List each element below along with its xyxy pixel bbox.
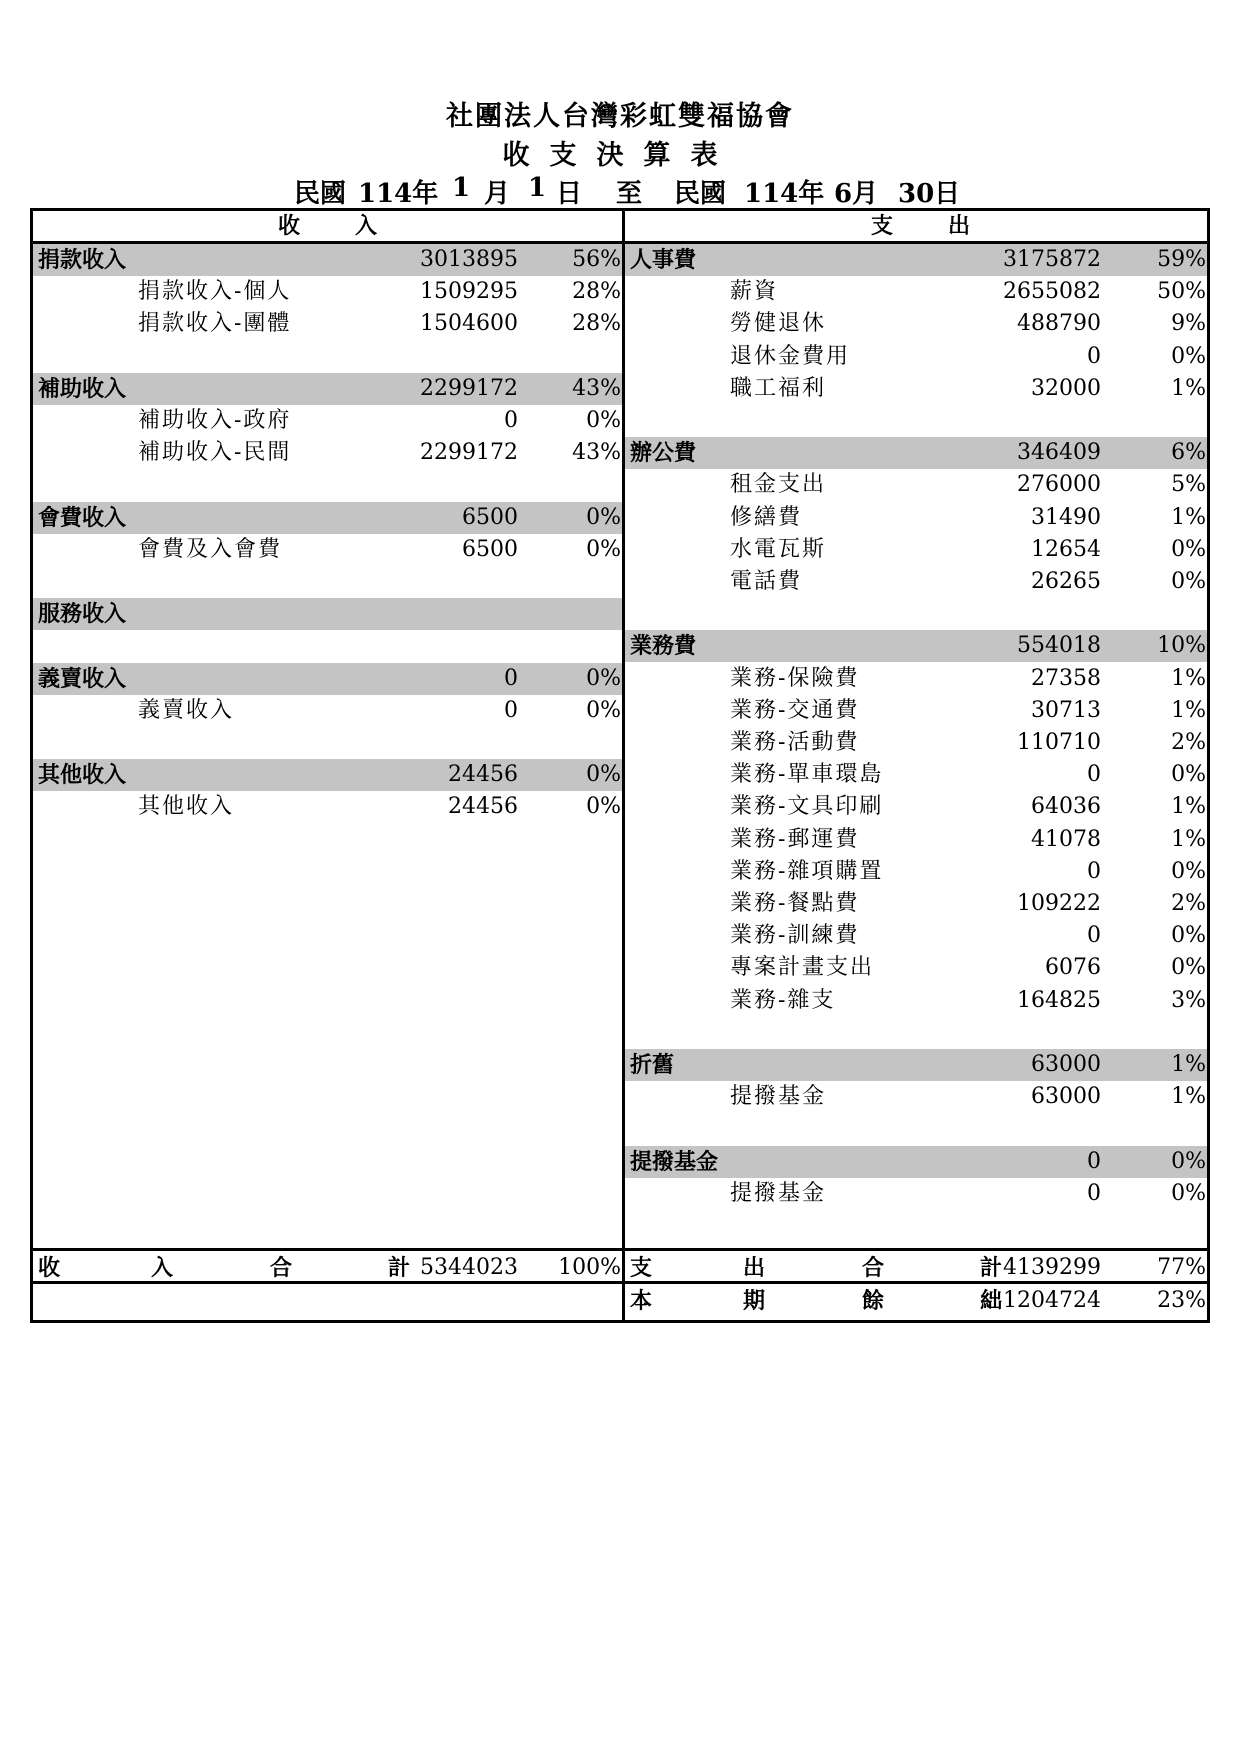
period-part: 6月 — [834, 179, 879, 209]
expense-item-name: 業務-文具印刷 — [730, 794, 884, 820]
expense-item-amount: 27358 — [1031, 665, 1101, 691]
income-item-name: 會費及入會費 — [138, 536, 283, 562]
expense-item-amount: 0 — [1087, 762, 1101, 788]
income-item-pct: 0% — [586, 697, 621, 723]
expense-item-name: 職工福利 — [730, 375, 827, 401]
expense-category-amount: 346409 — [1017, 440, 1101, 466]
income-total-label: 合 — [270, 1255, 293, 1281]
income-item-amount: 1509295 — [420, 279, 518, 305]
expense-category-name: 提撥基金 — [630, 1148, 719, 1175]
expense-item-amount: 32000 — [1031, 375, 1101, 401]
income-category-row — [33, 598, 622, 630]
expense-category-pct: 10% — [1157, 633, 1206, 659]
income-category-pct: 0% — [586, 665, 621, 691]
income-item-row — [33, 695, 622, 727]
expense-item-row — [625, 920, 1207, 952]
statement-table — [30, 208, 1210, 1323]
income-category-amount: 24456 — [448, 762, 518, 788]
expense-item-name: 業務-交通費 — [730, 697, 860, 723]
income-item-pct: 28% — [572, 279, 621, 305]
expense-category-row — [625, 630, 1207, 662]
expense-category-name: 業務費 — [630, 633, 697, 660]
income-item-row — [33, 791, 622, 823]
income-total-row — [33, 1252, 622, 1284]
expense-item-name: 退休金費用 — [730, 343, 851, 369]
expense-item-row — [625, 341, 1207, 373]
income-category-name: 補助收入 — [38, 375, 127, 402]
income-item-pct: 0% — [586, 536, 621, 562]
income-category-row — [33, 502, 622, 534]
income-category-amount: 6500 — [462, 504, 518, 530]
expense-item-name: 業務-單車環島 — [730, 762, 884, 788]
income-category-name: 捐款收入 — [38, 247, 127, 273]
income-item-name: 捐款收入-團體 — [138, 311, 292, 337]
expense-item-pct: 0% — [1171, 569, 1206, 594]
income-item-name: 義賣收入 — [138, 697, 235, 723]
income-item-name: 補助收入-政府 — [138, 408, 292, 433]
expense-item-pct: 1% — [1171, 665, 1206, 691]
expense-item-row — [625, 888, 1207, 920]
expense-item-pct: 1% — [1171, 794, 1206, 820]
income-category-row — [33, 373, 622, 405]
period-part: 1 — [528, 173, 547, 203]
expense-item-amount: 31490 — [1031, 504, 1101, 530]
expense-item-pct: 2% — [1171, 891, 1206, 916]
expense-total-label: 合 — [862, 1255, 885, 1281]
expense-item-name: 業務-活動費 — [730, 730, 860, 755]
income-item-pct: 0% — [586, 408, 621, 433]
expense-item-name: 提撥基金 — [730, 1084, 827, 1110]
expense-item-row — [625, 566, 1207, 598]
expense-item-amount: 2655082 — [1003, 279, 1101, 305]
expense-item-row — [625, 727, 1207, 759]
income-item-amount: 6500 — [462, 536, 518, 562]
expense-total-label: 支 — [630, 1255, 653, 1281]
income-item-pct: 28% — [572, 311, 621, 337]
surplus-label: 餘 — [862, 1288, 885, 1314]
income-category-row — [33, 663, 622, 695]
expense-item-name: 業務-郵運費 — [730, 826, 860, 852]
expense-category-pct: 0% — [1171, 1148, 1206, 1174]
period-part: 民國 — [294, 179, 347, 209]
income-item-amount: 1504600 — [420, 311, 518, 337]
expense-item-amount: 0 — [1087, 343, 1101, 369]
expense-item-amount: 164825 — [1017, 987, 1101, 1013]
income-category-pct: 0% — [586, 762, 621, 788]
period-part: 30日 — [898, 179, 961, 209]
income-item-row — [33, 437, 622, 469]
expense-item-pct: 5% — [1171, 472, 1206, 498]
income-item-row — [33, 405, 622, 437]
expense-item-name: 專案計畫支出 — [730, 955, 875, 981]
expense-total-label: 計 — [980, 1255, 1003, 1281]
income-category-pct: 0% — [586, 504, 621, 530]
expense-category-name: 辦公費 — [630, 440, 697, 467]
expense-category-row — [625, 437, 1207, 469]
surplus-row — [625, 1285, 1207, 1317]
expense-item-amount: 12654 — [1031, 536, 1101, 562]
income-category-name: 會費收入 — [38, 504, 127, 531]
expense-category-pct: 59% — [1157, 247, 1206, 272]
period-part: 民國 — [674, 179, 727, 209]
expense-item-pct: 0% — [1171, 955, 1206, 981]
income-item-name: 捐款收入-個人 — [138, 279, 292, 305]
surplus-label: 期 — [743, 1288, 766, 1314]
expense-item-name: 水電瓦斯 — [730, 536, 827, 562]
expense-item-amount: 30713 — [1031, 697, 1101, 723]
income-heading-2: 入 — [355, 213, 378, 239]
expense-item-row — [625, 663, 1207, 695]
income-item-name: 補助收入-民間 — [138, 440, 292, 466]
period-part: 1 — [452, 173, 471, 203]
expense-item-row — [625, 469, 1207, 501]
income-category-amount: 3013895 — [420, 247, 518, 272]
expense-item-name: 業務-雜項購置 — [730, 858, 884, 884]
expense-item-amount: 488790 — [1017, 311, 1101, 337]
expense-item-pct: 0% — [1171, 923, 1206, 949]
income-item-amount: 24456 — [448, 794, 518, 820]
expense-item-name: 提撥基金 — [730, 1180, 827, 1206]
income-item-amount: 0 — [504, 697, 518, 723]
expense-total-label: 出 — [743, 1255, 766, 1281]
income-category-pct: 56% — [572, 247, 621, 272]
expense-item-row — [625, 534, 1207, 566]
expense-item-name: 修繕費 — [730, 504, 803, 530]
expense-item-row — [625, 791, 1207, 823]
expense-item-amount: 26265 — [1031, 569, 1101, 594]
income-heading-1: 收 — [278, 213, 301, 239]
income-item-pct: 43% — [572, 440, 621, 466]
expense-item-row — [625, 1178, 1207, 1210]
expense-item-pct: 1% — [1171, 375, 1206, 401]
expense-item-name: 電話費 — [730, 569, 803, 594]
expense-item-row — [625, 502, 1207, 534]
income-item-pct: 0% — [586, 794, 621, 820]
report-title: 收支決算表 — [502, 140, 738, 171]
income-total-label: 計 — [388, 1255, 411, 1281]
expense-item-row — [625, 759, 1207, 791]
income-category-row — [33, 244, 622, 276]
expense-item-name: 業務-餐點費 — [730, 891, 860, 916]
income-total-label: 入 — [151, 1255, 174, 1281]
expense-item-row — [625, 373, 1207, 405]
expense-item-row — [625, 308, 1207, 340]
expense-item-pct: 0% — [1171, 1180, 1206, 1206]
expense-item-name: 業務-雜支 — [730, 987, 836, 1013]
expense-item-pct: 1% — [1171, 697, 1206, 723]
expense-total-amount: 4139299 — [1003, 1255, 1101, 1280]
expense-item-name: 薪資 — [730, 279, 779, 305]
org-title: 社團法人台灣彩虹雙福協會 — [446, 101, 794, 132]
expense-item-pct: 1% — [1171, 826, 1206, 852]
income-category-pct: 43% — [572, 375, 621, 401]
expense-item-row — [625, 856, 1207, 888]
income-category-row — [33, 759, 622, 791]
expense-category-amount: 3175872 — [1003, 247, 1101, 272]
expense-item-amount: 110710 — [1017, 730, 1101, 755]
report-period — [294, 173, 994, 209]
expense-item-row — [625, 985, 1207, 1017]
expense-category-amount: 0 — [1087, 1148, 1101, 1174]
period-part: 至 — [616, 179, 643, 209]
expense-item-name: 業務-訓練費 — [730, 923, 860, 949]
expense-item-amount: 0 — [1087, 923, 1101, 949]
expense-item-amount: 41078 — [1031, 826, 1101, 852]
total-divider-top — [33, 1248, 1207, 1251]
expense-item-amount: 276000 — [1017, 472, 1101, 498]
expense-heading-2: 出 — [948, 213, 971, 239]
expense-item-pct: 9% — [1171, 311, 1206, 337]
income-item-row — [33, 534, 622, 566]
expense-item-amount: 63000 — [1031, 1084, 1101, 1110]
expense-item-amount: 109222 — [1017, 891, 1101, 916]
expense-item-pct: 50% — [1157, 279, 1206, 305]
expense-heading-1: 支 — [871, 213, 894, 239]
surplus-amount: 1204724 — [1003, 1288, 1101, 1313]
income-item-row — [33, 276, 622, 308]
expense-item-pct: 2% — [1171, 730, 1206, 755]
expense-item-row — [625, 952, 1207, 984]
expense-item-amount: 0 — [1087, 1180, 1101, 1206]
income-total-amount: 5344023 — [420, 1255, 518, 1280]
expense-item-row — [625, 695, 1207, 727]
income-total-label: 收 — [38, 1255, 61, 1281]
expense-item-pct: 0% — [1171, 536, 1206, 562]
expense-category-row — [625, 244, 1207, 276]
period-part: 114年 — [744, 179, 825, 209]
income-item-row — [33, 308, 622, 340]
expense-total-row — [625, 1252, 1207, 1284]
expense-category-amount: 63000 — [1031, 1052, 1101, 1077]
expense-item-row — [625, 1081, 1207, 1113]
expense-item-pct: 0% — [1171, 343, 1206, 369]
surplus-label: 絀 — [980, 1288, 1003, 1314]
expense-item-amount: 0 — [1087, 858, 1101, 884]
expense-item-row — [625, 276, 1207, 308]
expense-item-name: 業務-保險費 — [730, 665, 860, 691]
expense-item-name: 勞健退休 — [730, 311, 827, 337]
expense-item-pct: 0% — [1171, 858, 1206, 884]
expense-item-pct: 1% — [1171, 504, 1206, 530]
period-part: 日 — [556, 179, 583, 209]
expense-item-amount: 64036 — [1031, 794, 1101, 820]
expense-item-pct: 0% — [1171, 762, 1206, 788]
expense-item-amount: 6076 — [1045, 955, 1101, 981]
income-category-amount: 0 — [504, 665, 518, 691]
expense-item-pct: 1% — [1171, 1084, 1206, 1110]
income-item-amount: 2299172 — [420, 440, 518, 466]
expense-category-pct: 6% — [1171, 440, 1206, 466]
income-item-amount: 0 — [504, 408, 518, 433]
income-item-name: 其他收入 — [138, 794, 235, 820]
income-category-name: 義賣收入 — [38, 665, 127, 692]
income-category-name: 其他收入 — [38, 762, 127, 789]
surplus-label: 本 — [630, 1288, 653, 1314]
period-part: 月 — [484, 179, 511, 209]
income-category-amount: 2299172 — [420, 375, 518, 401]
expense-category-name: 折舊 — [630, 1052, 675, 1078]
expense-category-row — [625, 1146, 1207, 1178]
surplus-pct: 23% — [1157, 1288, 1206, 1313]
expense-category-row — [625, 1049, 1207, 1081]
expense-item-row — [625, 824, 1207, 856]
period-part: 114年 — [358, 179, 439, 209]
expense-item-pct: 3% — [1171, 987, 1206, 1013]
income-category-name: 服務收入 — [38, 601, 127, 628]
expense-total-pct: 77% — [1157, 1255, 1206, 1280]
income-total-pct: 100% — [558, 1255, 621, 1280]
expense-category-amount: 554018 — [1017, 633, 1101, 659]
expense-item-name: 租金支出 — [730, 472, 827, 498]
expense-category-name: 人事費 — [630, 247, 697, 273]
expense-category-pct: 1% — [1171, 1052, 1206, 1077]
